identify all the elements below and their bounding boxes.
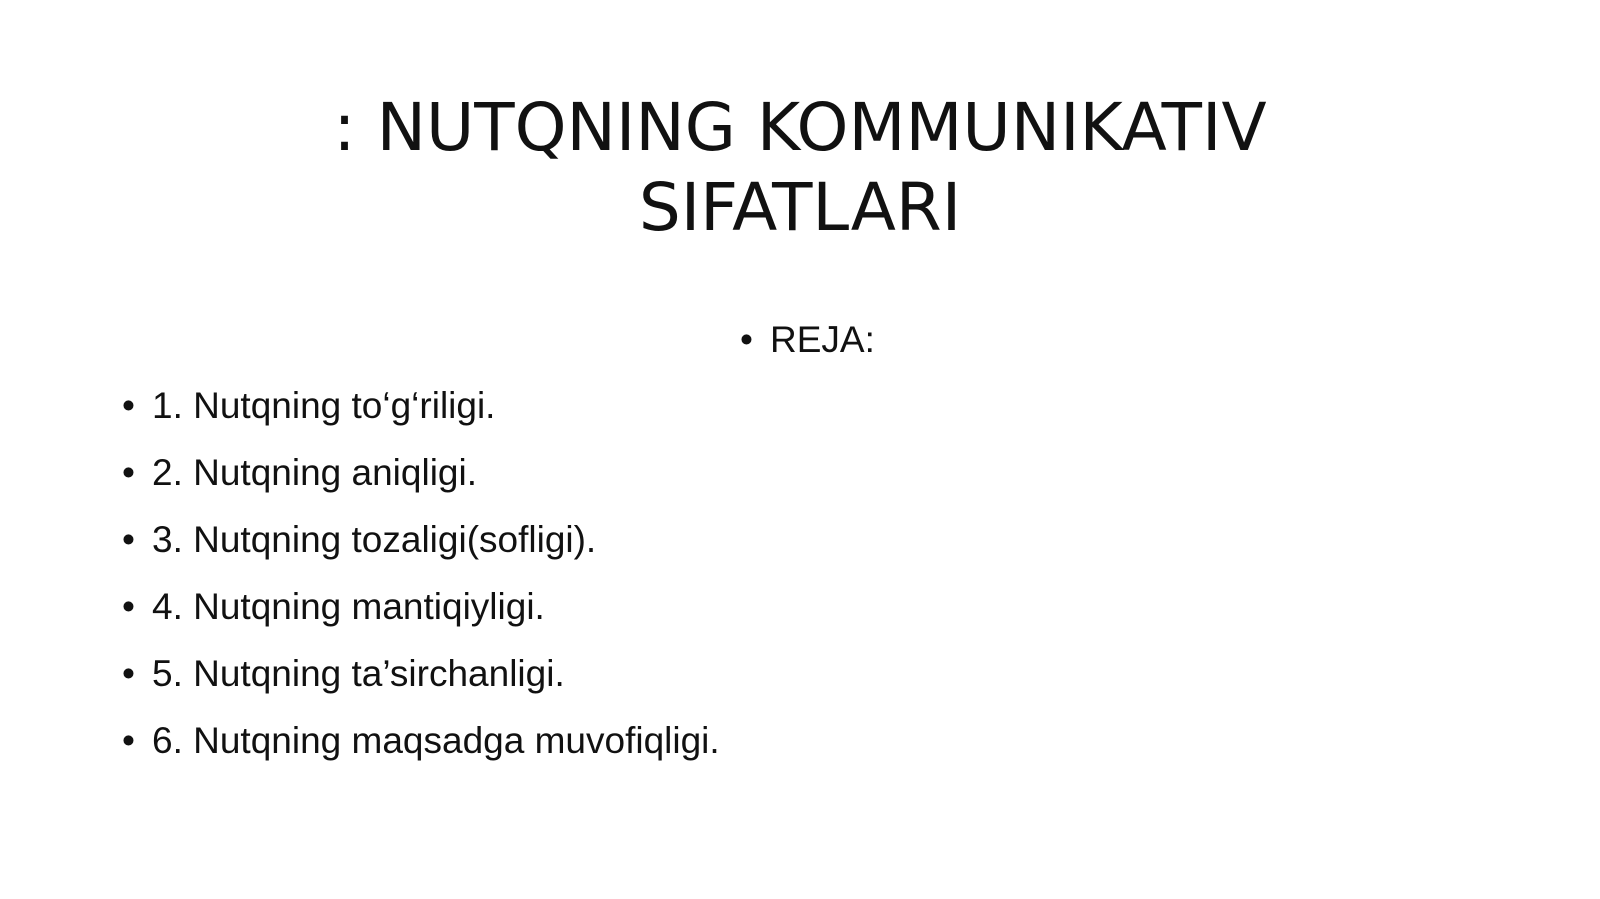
slide-title [0,88,1600,248]
plan-item-text: 5. Nutqning ta’sirchanligi. [152,653,565,694]
plan-heading [740,318,875,362]
plan-item-text: 3. Nutqning tozaligi(sofligi). [152,519,597,560]
title-line-1: : NUTQNING KOMMUNIKATIV [333,89,1267,167]
bullet-icon: • [122,586,135,627]
plan-item-text: 4. Nutqning mantiqiyligi. [152,586,545,627]
plan-item-2 [122,451,720,518]
plan-item-5 [122,652,720,719]
plan-item-6 [122,719,720,786]
bullet-icon: • [740,319,753,360]
plan-item-text: 6. Nutqning maqsadga muvofiqligi. [152,720,720,761]
bullet-icon: • [122,653,135,694]
bullet-icon: • [122,519,135,560]
bullet-icon: • [122,385,135,426]
title-line-2: SIFATLARI [638,169,962,247]
plan-item-text: 2. Nutqning aniqligi. [152,452,477,493]
plan-item-1 [122,384,720,451]
bullet-icon: • [122,452,135,493]
plan-heading-label: REJA: [770,319,875,360]
plan-item-3 [122,518,720,585]
plan-item-text: 1. Nutqning to‘g‘riligi. [152,385,496,426]
plan-list [122,384,720,786]
bullet-icon: • [122,720,135,761]
plan-item-4 [122,585,720,652]
